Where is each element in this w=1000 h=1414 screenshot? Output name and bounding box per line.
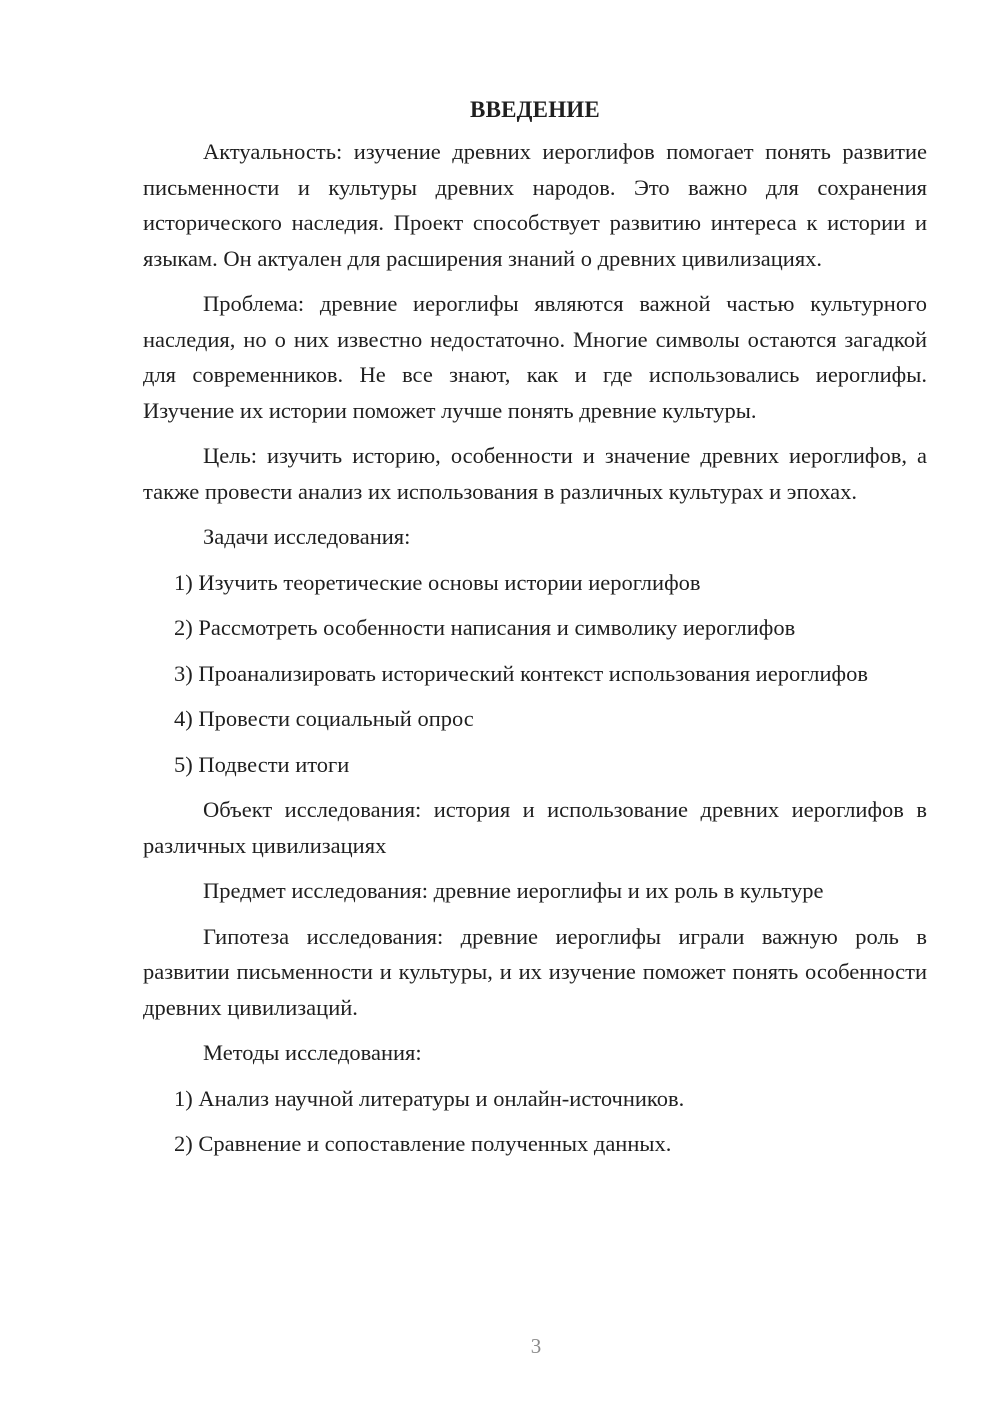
- tasks-list: [143, 565, 927, 783]
- methods-heading: Методы исследования:: [203, 1040, 422, 1065]
- list-item: 3) Проанализировать исторический контекст использования иероглифов: [174, 660, 869, 686]
- relevance-paragraph: Актуальность: изучение древних иероглифов помогает понять развитие письменности и культуры древних народов. Это важно для сохранения исторического наследия. Проект способствует развитию интереса к истории и языкам. Он актуален для расширения знаний о древних цивилизациях.: [143, 139, 927, 271]
- list-item: 1) Изучить теоретические основы истории иероглифов: [174, 569, 701, 595]
- tasks-heading: Задачи исследования:: [203, 524, 411, 549]
- methods-list: [143, 1081, 927, 1162]
- page-number: 3: [530, 1334, 542, 1358]
- list-item: 2) Сравнение и сопоставление полученных данных.: [174, 1131, 672, 1156]
- document-page: [143, 92, 927, 1172]
- goal-paragraph: Цель: изучить историю, особенности и значение древних иероглифов, а также провести анализ их использования в различных культурах и эпохах.: [143, 443, 927, 504]
- hypothesis-paragraph: Гипотеза исследования: древние иероглифы играли важную роль в развитии письменности и культуры, и их изучение поможет понять особенности древних цивилизаций.: [143, 923, 927, 1020]
- list-item: 4) Провести социальный опрос: [174, 706, 474, 731]
- object-paragraph: Объект исследования: история и использование древних иероглифов в различных цивилизациях: [143, 797, 927, 858]
- page-title: ВВЕДЕНИЕ: [470, 97, 600, 122]
- problem-paragraph: Проблема: древние иероглифы являются важной частью культурного наследия, но о них известно недостаточно. Многие символы остаются загадкой для современников. Не все знают, как и где использовались иероглифы. Изучение их истории поможет лучше понять древние культуры.: [143, 291, 927, 423]
- list-item: 5) Подвести итоги: [174, 751, 350, 777]
- list-item: 2) Рассмотреть особенности написания и символику иероглифов: [174, 615, 796, 640]
- list-item: 1) Анализ научной литературы и онлайн-источников.: [174, 1085, 685, 1111]
- subject-paragraph: Предмет исследования: древние иероглифы и их роль в культуре: [203, 878, 824, 903]
